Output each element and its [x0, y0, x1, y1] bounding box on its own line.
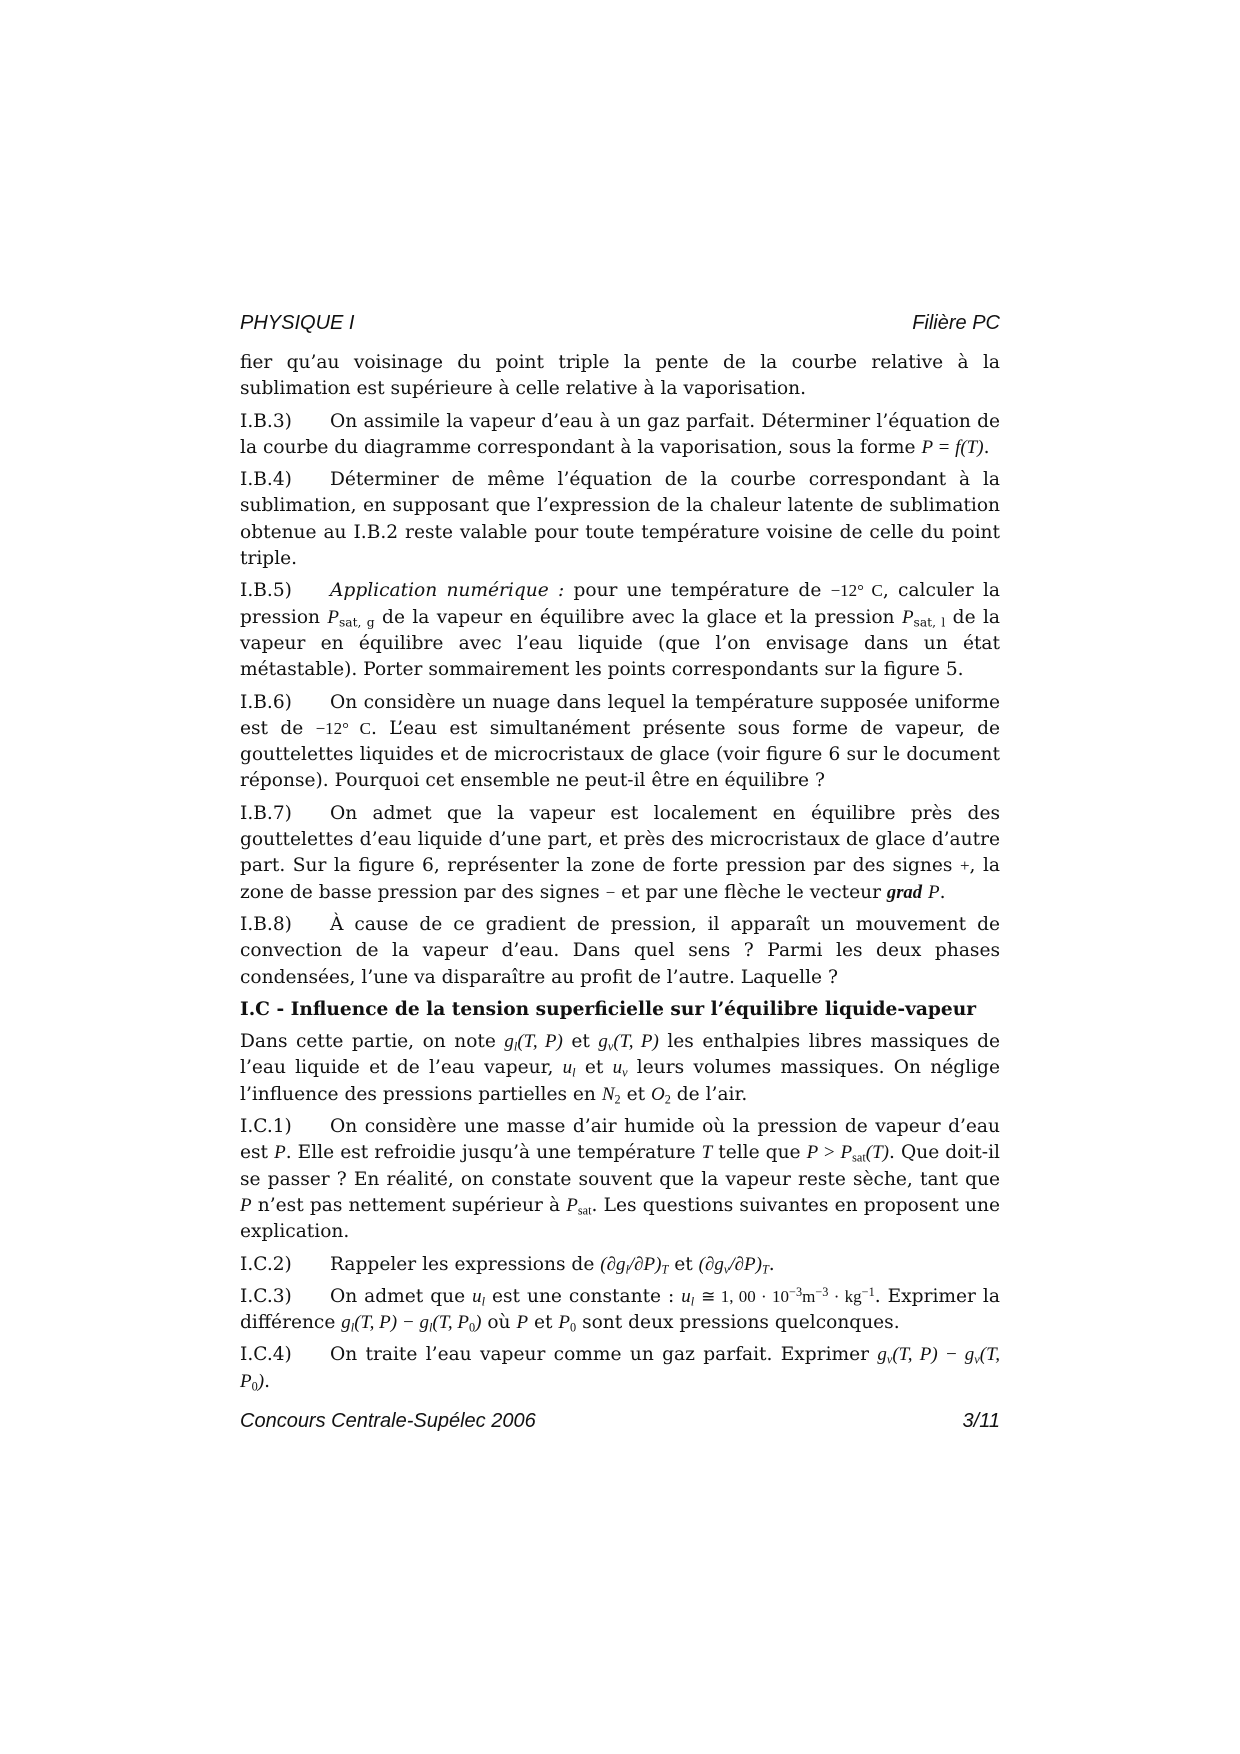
question-ib6 [240, 690, 1000, 795]
subscript: l [513, 1039, 518, 1054]
question-label: I.C.3) [240, 1285, 292, 1307]
subscript: l [428, 1320, 433, 1335]
question-text: À cause de ce gradient de pression, il apparaît un mouvement de convection de la vapeur d’eau. Dans quel sens ? Parmi les deux phases condensées, l’une va disparaître au profit de l’autre. Laquelle ? [240, 913, 1000, 988]
punctuation: . [768, 1253, 775, 1275]
math-expr: (T, P [432, 1312, 469, 1334]
subscript: l [572, 1066, 576, 1081]
math-g: g [598, 1031, 608, 1053]
question-label: I.B.5) [240, 580, 292, 602]
math-partial: (∂g [600, 1253, 626, 1275]
question-text: . Exprimer la différence [240, 1285, 1000, 1334]
subscript: sat [577, 1203, 592, 1218]
subscript: l [350, 1320, 355, 1335]
math-partial: /∂P) [628, 1253, 662, 1275]
question-text: sont deux pressions quelconques. [582, 1312, 900, 1334]
subscript: v [723, 1262, 730, 1277]
math-expr: ) [475, 1312, 482, 1334]
superscript: −1 [861, 1284, 875, 1299]
math-inequality: P > P [806, 1142, 853, 1164]
question-label: I.C.2) [240, 1253, 292, 1275]
math-p: P [566, 1194, 578, 1216]
question-text: Déterminer de même l’équation de la courbe correspondant à la sublimation, en supposant que l’expression de la chaleur latente de sublimation obtenue au I.B.2 reste valable pour toute température voisine de celle du point triple. [240, 469, 1000, 570]
question-text: On assimile la vapeur d’eau à un gaz parfait. Déterminer l’équation de la courbe du diagramme correspondant à la vaporisation, sous la forme [240, 410, 1000, 458]
footer-contest: Concours Centrale-Supélec 2006 [240, 1410, 536, 1432]
math-expr: (T, P) − g [354, 1312, 429, 1334]
paragraph-text: les enthalpies libres massiques de l’eau liquide et de l’eau vapeur, [240, 1031, 1001, 1079]
temperature-value: −12° C [830, 581, 883, 601]
question-text: On traite l’eau vapeur comme un gaz parfait. Exprimer [330, 1344, 870, 1366]
paragraph-text: et [571, 1031, 590, 1053]
math-g: g [341, 1312, 351, 1334]
question-ic2 [240, 1252, 1000, 1278]
question-label: I.B.6) [240, 691, 292, 713]
math-p: P [558, 1312, 570, 1334]
question-label: I.C.1) [240, 1116, 292, 1138]
question-text: et [674, 1253, 693, 1275]
math-unit: · kg [828, 1286, 862, 1306]
question-label: I.B.8) [240, 913, 292, 935]
page-number: 3/11 [962, 1410, 1000, 1432]
document-body [240, 350, 1000, 1401]
subscript: sat, g [339, 615, 375, 630]
superscript: −3 [789, 1284, 803, 1299]
subscript: 2 [614, 1092, 621, 1107]
question-text: Rappeler les expressions de [330, 1253, 595, 1275]
question-text: , la zone de basse pression par des signes [240, 855, 1000, 903]
question-ib3 [240, 409, 1000, 462]
question-text: telle que [718, 1142, 801, 1164]
math-args: (T, P) [613, 1031, 659, 1053]
subscript: l [625, 1262, 629, 1277]
question-text: où [487, 1312, 511, 1334]
question-label: I.C.4) [240, 1344, 292, 1366]
paragraph-text: et [584, 1057, 604, 1079]
equation: P = f(T) [921, 436, 984, 458]
section-ic-intro [240, 1029, 1000, 1108]
math-p: P [240, 1194, 252, 1216]
plus-sign: + [959, 856, 970, 876]
question-ic3 [240, 1284, 1000, 1337]
question-label: I.B.3) [240, 410, 292, 432]
math-expr: (T, P) − g [892, 1344, 975, 1366]
section-title-ic: I.C - Influence de la tension superficielle sur l’équilibre liquide-vapeur [240, 998, 977, 1020]
question-text: et [533, 1312, 553, 1334]
question-ic4 [240, 1342, 1000, 1395]
question-ib5 [240, 578, 1000, 683]
temperature-value: −12° C [315, 718, 371, 738]
math-p: P [516, 1312, 529, 1334]
paragraph-text: Dans cette partie, on note [240, 1031, 496, 1053]
math-unit: m [802, 1286, 816, 1306]
subscript: v [622, 1066, 628, 1081]
math-t: T [701, 1142, 713, 1164]
math-value: ≅ 1, 00 · 10 [701, 1286, 790, 1306]
paragraph-text: leurs volumes massiques. On néglige l’influence des pressions partielles en [240, 1057, 1000, 1105]
question-label: I.B.4) [240, 469, 292, 491]
question-text: est une constante : [492, 1285, 675, 1307]
subscript: T [761, 1262, 769, 1277]
subscript: 0 [570, 1320, 577, 1335]
question-text: . Elle est refroidie jusqu’à une température [285, 1142, 696, 1164]
subscript: l [690, 1294, 695, 1309]
question-text: et par une flèche le vecteur [621, 881, 881, 903]
subscript: 2 [664, 1092, 671, 1107]
math-o: O [650, 1083, 665, 1105]
question-text: On considère une masse d’air humide où la pression de vapeur d’eau est [240, 1116, 1000, 1164]
question-text: pour une température de [573, 580, 822, 602]
application-label: Application numérique : [330, 580, 565, 602]
subscript: l [481, 1294, 486, 1309]
superscript: −3 [815, 1284, 829, 1299]
intro-paragraph: fier qu’au voisinage du point triple la pente de la courbe relative à la sublimation est supérieure à celle relative à la vaporisation. [240, 352, 1000, 400]
question-text: de la vapeur en équilibre avec l’eau liquide (que l’on envisage dans un état métastable). Porter sommairement les points correspondants sur la figure 5. [240, 606, 1000, 681]
subscript: v [607, 1039, 614, 1054]
grad-operator: grad [886, 881, 923, 903]
math-expr: ) [257, 1370, 265, 1392]
question-ic1 [240, 1114, 1000, 1245]
subscript: 0 [468, 1320, 476, 1335]
subscript: v [886, 1353, 893, 1368]
math-p: P [927, 881, 940, 903]
math-p: P [327, 606, 339, 628]
question-text: . L’eau est simultanément présente sous forme de vapeur, de gouttelettes liquides et de microcristaux de glace (voir figure 6 sur le document réponse). Pourquoi cet ensemble ne peut-il être en équilibre ? [240, 717, 1000, 792]
math-u: u [612, 1057, 623, 1079]
math-expr: (T, P [240, 1344, 1000, 1392]
minus-sign: − [605, 882, 616, 902]
subscript: 0 [251, 1379, 258, 1394]
subscript: T [661, 1262, 669, 1277]
question-ib8 [240, 912, 1000, 991]
question-text: . Les questions suivantes en proposent une explication. [240, 1194, 1000, 1243]
question-text: , calculer la pression [240, 580, 1000, 628]
math-g: g [504, 1031, 514, 1053]
math-u: u [472, 1285, 482, 1307]
math-partial: (∂g [698, 1253, 724, 1275]
page-footer [240, 1410, 1000, 1433]
paragraph-text: de l’air. [676, 1083, 748, 1105]
math-partial: /∂P) [729, 1253, 762, 1275]
math-p: P [901, 606, 914, 628]
math-u: u [562, 1057, 573, 1079]
math-p: P [274, 1142, 286, 1164]
subscript: sat, l [913, 615, 946, 630]
header-subject: PHYSIQUE I [240, 312, 355, 334]
question-text: . Que doit-il se passer ? En réalité, on constate souvent que la vapeur reste sèche, tant que [240, 1142, 1000, 1190]
punctuation: . [939, 881, 946, 903]
page-header [240, 312, 1000, 335]
math-u: u [681, 1285, 691, 1307]
paragraph-text: et [626, 1083, 646, 1105]
question-text: On admet que la vapeur est localement en équilibre près des gouttelettes d’eau liquide d’une part, et près des microcristaux de glace d’autre part. Sur la figure 6, représenter la zone de forte pression par des signes [240, 802, 1000, 877]
question-text: de la vapeur en équilibre avec la glace et la pression [382, 606, 895, 628]
header-track: Filière PC [912, 312, 1000, 334]
math-n: N [601, 1083, 615, 1105]
punctuation: . [264, 1370, 270, 1392]
punctuation: . [983, 436, 990, 458]
subscript: v [974, 1353, 980, 1368]
math-args: (T, P) [517, 1031, 563, 1053]
question-ib7 [240, 801, 1000, 906]
question-text: n’est pas nettement supérieur à [257, 1194, 561, 1216]
question-text: On admet que [330, 1285, 466, 1307]
subscript: sat [852, 1150, 866, 1165]
math-args: (T) [865, 1142, 890, 1164]
question-label: I.B.7) [240, 802, 292, 824]
math-g: g [877, 1344, 887, 1366]
question-text: On considère un nuage dans lequel la température supposée uniforme est de [240, 691, 1000, 739]
question-ib4 [240, 467, 1000, 572]
